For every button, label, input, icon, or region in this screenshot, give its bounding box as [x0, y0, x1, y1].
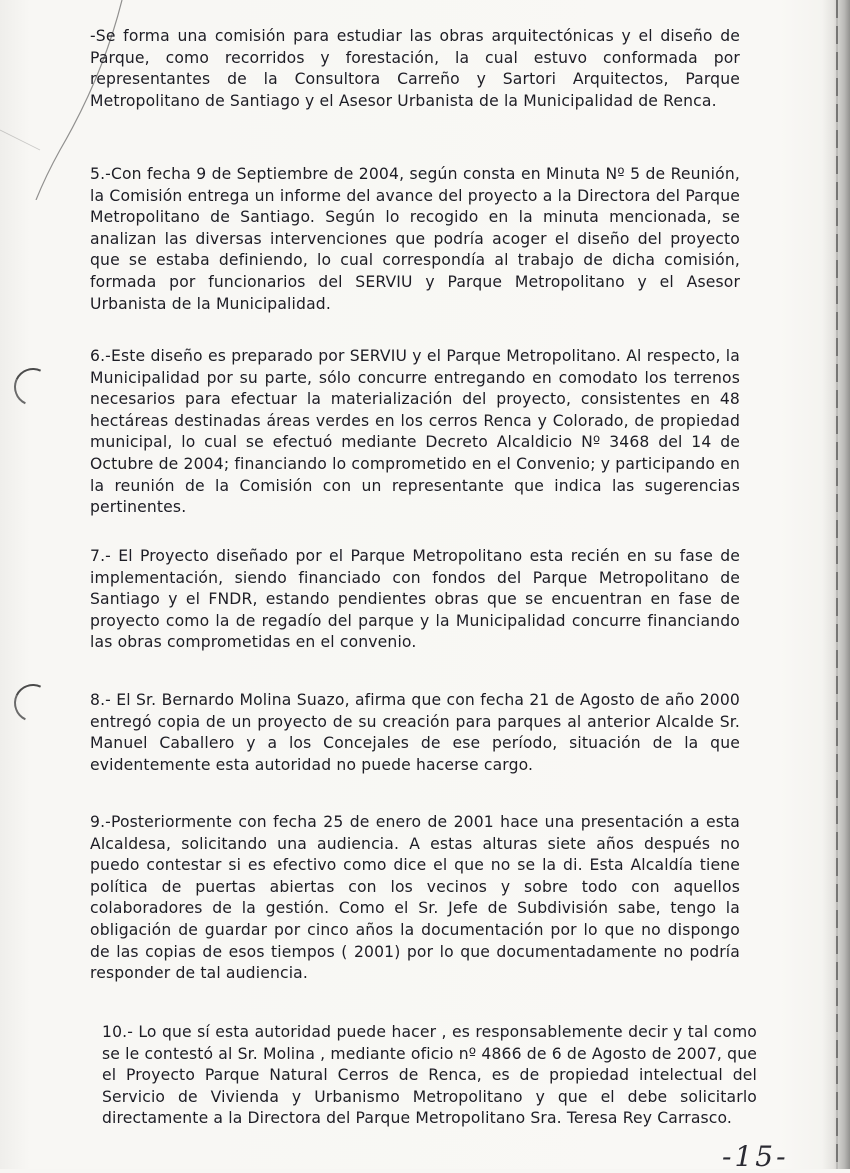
page-edge-line [836, 0, 838, 1169]
paragraph-7: 7.- El Proyecto diseñado por el Parque Metropolitano esta recién en su fase de implementación, siendo financiado con fondos del Parque Metropolitano de Santiago y el FNDR, estando pendientes obras que se encuentran en fase de proyecto como la de regadío del parque y la Municipalidad concurre financiando las obras comprometidas en el convenio. [90, 547, 740, 652]
punch-hole [9, 679, 58, 728]
paragraph-intro: -Se forma una comisión para estudiar las obras arquitectónicas y el diseño de Parque, como recorridos y forestación, la cual estuvo conformada por representantes de la Consultora Carreño y Sartori Arquitectos, Parque Metropolitano de Santiago y el Asesor Urbanista de la Municipalidad de Renca. [90, 27, 740, 110]
paragraph-8: 8.- El Sr. Bernardo Molina Suazo, afirma que con fecha 21 de Agosto de año 2000 entregó copia de un proyecto de su creación para parques al anterior Alcalde Sr. Manuel Caballero y a los Concejales de ese período, situación de la que evidentemente esta autoridad no puede hacerse cargo. [90, 691, 740, 774]
page-number: -15- [722, 1140, 789, 1173]
paragraph-6: 6.-Este diseño es preparado por SERVIU y el Parque Metropolitano. Al respecto, la Municipalidad por su parte, sólo concurre entregando en comodato los terrenos necesarios para efectuar la materialización del proyecto, consistentes en 48 hectáreas destinadas áreas verdes en los cerros Renca y Colorado, de propiedad municipal, lo cual se efectuó mediante Decreto Alcaldicio Nº 3468 del 14 de Octubre de 2004; financiando lo comprometido en el Convenio; y participando en la reunión de la Comisión con un representante que indica las sugerencias pertinentes. [90, 347, 740, 517]
punch-hole [9, 363, 58, 412]
paragraph-5: 5.-Con fecha 9 de Septiembre de 2004, según consta en Minuta Nº 5 de Reunión, la Comisión entrega un informe del avance del proyecto a la Directora del Parque Metropolitano de Santiago. Según lo recogido en la minuta mencionada, se analizan las diversas intervenciones que podría acoger el diseño del proyecto que se estaba definiendo, lo cual correspondía al trabajo de dicha comisión, formada por funcionarios del SERVIU y Parque Metropolitano y el Asesor Urbanista de la Municipalidad. [90, 165, 740, 313]
paragraph-10: 10.- Lo que sí esta autoridad puede hacer , es responsablemente decir y tal como se le contestó al Sr. Molina , mediante oficio nº 4866 de 6 de Agosto de 2007, que el Proyecto Parque Natural Cerros de Renca, es de propiedad intelectual del Servicio de Vivienda y Urbanismo Metropolitano y que el debe solicitarlo directamente a la Directora del Parque Metropolitano Sra. Teresa Rey Carrasco. [102, 1023, 757, 1128]
paragraph-9: 9.-Posteriormente con fecha 25 de enero de 2001 hace una presentación a esta Alcaldesa, solicitando una audiencia. A estas alturas siete años después no puedo contestar si es efectivo como dice el que no se la di. Esta Alcaldía tiene política de puertas abiertas con los vecinos y sobre todo con aquellos colaboradores de la gestión. Como el Sr. Jefe de Subdivisión sabe, tengo la obligación de guardar por cinco años la documentación por lo que no dispongo de las copias de esos tiempos ( 2001) por lo que documentadamente no podría responder de tal audiencia. [90, 813, 740, 983]
